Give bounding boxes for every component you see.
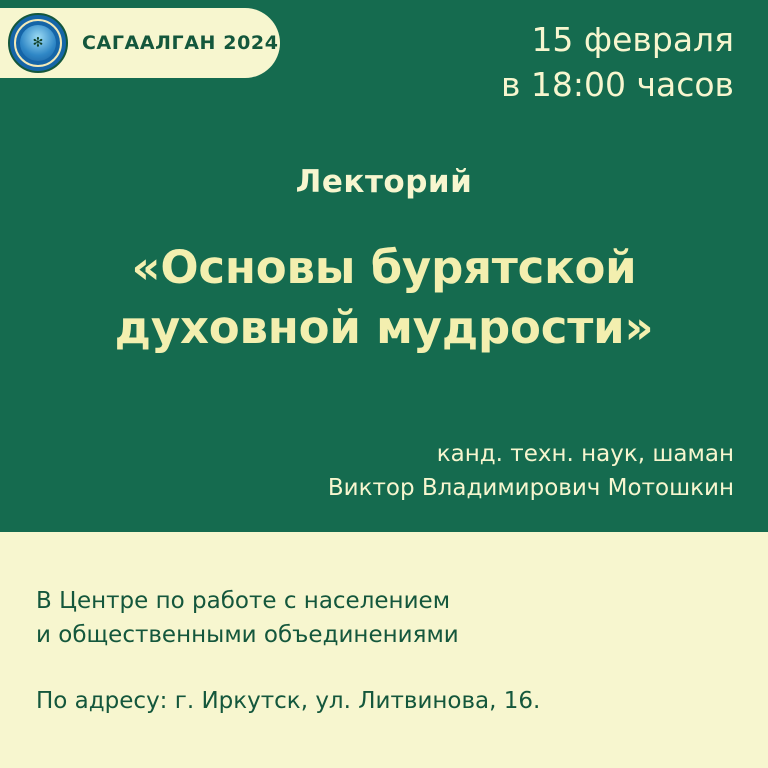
address-info: По адресу: г. Иркутск, ул. Литвинова, 16. (36, 688, 541, 715)
badge-label: САГААЛГАН 2024 (82, 32, 279, 54)
sagaalgan-badge (0, 8, 280, 78)
page-title-line2: духовной мудрости» (114, 300, 654, 354)
event-date-line1: 15 февраля (531, 20, 734, 59)
page-title (40, 238, 728, 358)
venue-line2: и общественными объединениями (36, 622, 459, 649)
venue-line1: В Центре по работе с населением (36, 588, 451, 614)
event-date (501, 18, 734, 107)
emblem-icon (8, 13, 68, 73)
emblem-glyph: ✻ (32, 35, 44, 51)
page-title-line1: «Основы бурятской (131, 241, 637, 294)
poster-bottom-section (0, 532, 768, 768)
event-date-line2: в 18:00 часов (500, 64, 734, 104)
venue-info (36, 584, 732, 652)
speaker-credentials: канд. техн. наук, шаман (436, 441, 734, 467)
event-kicker: Лекторий (295, 164, 473, 200)
speaker-name: Виктор Владимирович Мотошкин (327, 475, 734, 502)
speaker-info (328, 437, 734, 505)
